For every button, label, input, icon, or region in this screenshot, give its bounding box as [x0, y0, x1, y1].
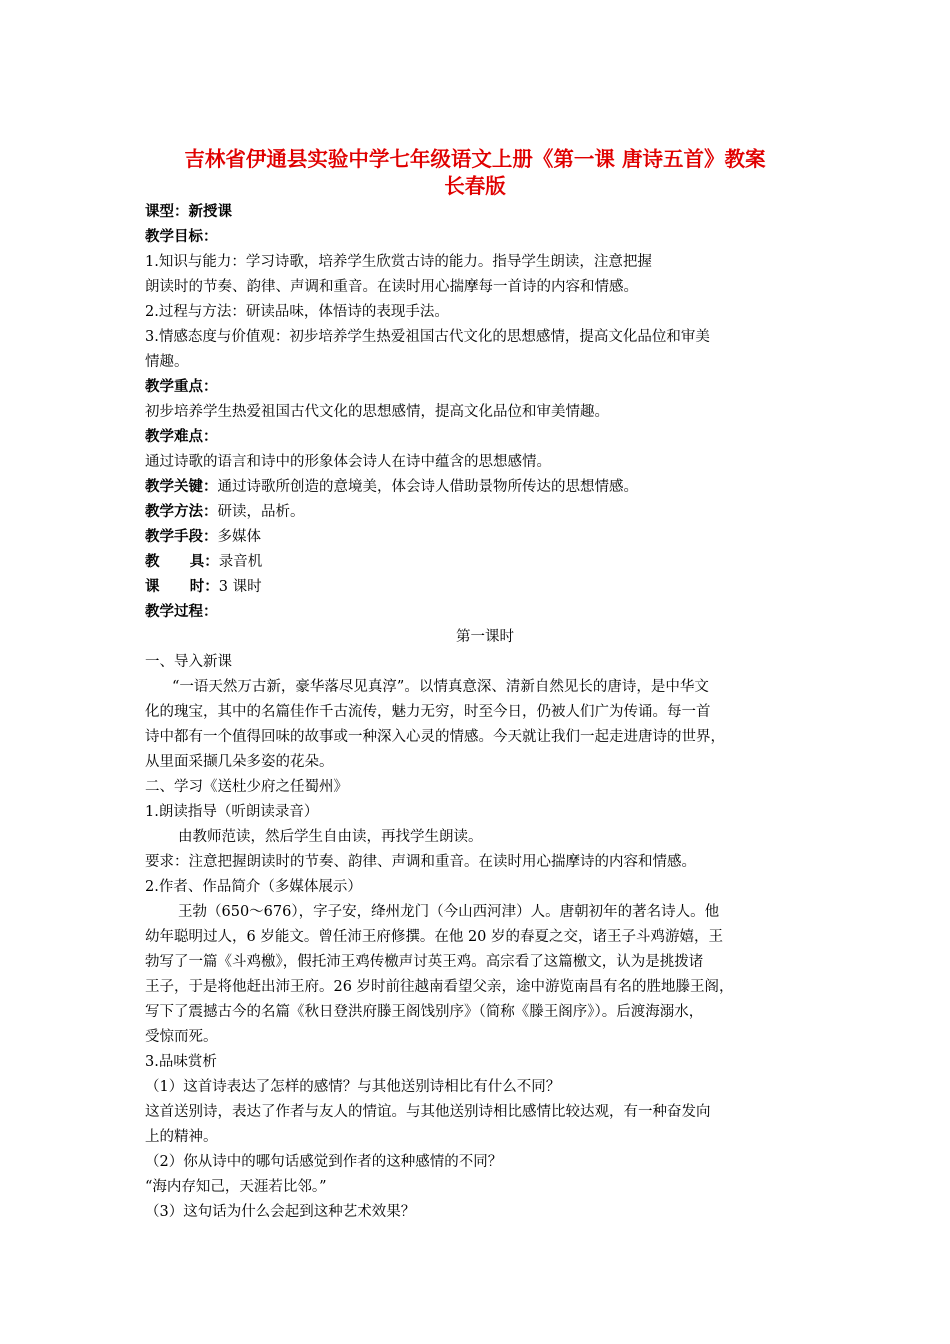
heading-difficulties: 教学难点：: [145, 429, 218, 445]
reading-guide-text: 由教师范读，然后学生自由读，再找学生朗读。: [178, 829, 483, 845]
answer-2: “海内存知己，天涯若比邻。”: [145, 1179, 327, 1195]
label-method: 教学方法：: [145, 504, 218, 520]
section-first-period: 第一课时: [456, 629, 514, 645]
question-3: （3）这句话为什么会起到这种艺术效果？: [145, 1204, 416, 1220]
answer-1b: 上的精神。: [145, 1129, 218, 1145]
objective-3a: 3.情感态度与价值观：初步培养学生热爱祖国古代文化的思想感情，提高文化品位和审美: [145, 329, 710, 345]
method-line: [145, 502, 825, 522]
objective-2: 2.过程与方法：研读品味，体悟诗的表现手法。: [145, 304, 449, 320]
heading-process: 教学过程：: [145, 604, 218, 620]
hours-text: 3 课时: [218, 579, 262, 595]
lesson-type: 课型：新授课: [145, 204, 232, 220]
key-text: 通过诗歌所创造的意境美，体会诗人借助景物所传达的思想情感。: [217, 479, 638, 495]
appreciation-heading: 3.品味赏析: [145, 1054, 217, 1070]
author-para-2: 幼年聪明过人，6 岁能文。曾任沛王府修撰。在他 20 岁的春夏之交，诸王子斗鸡游嬉，王: [145, 929, 723, 945]
author-para-6: 受惊而死。: [145, 1029, 218, 1045]
objective-3b: 情趣。: [145, 354, 189, 370]
difficulties-text: 通过诗歌的语言和诗中的形象体会诗人在诗中蕴含的思想感情。: [145, 454, 551, 470]
means-text: 多媒体: [217, 529, 261, 545]
intro-para-1: “一语天然万古新，豪华落尽见真淳”。以情真意深、清新自然见长的唐诗，是中华文: [172, 679, 709, 695]
heading-key-points: 教学重点：: [145, 379, 218, 395]
section-intro: 一、导入新课: [145, 654, 232, 670]
document-title: [120, 146, 830, 200]
means-line: [145, 527, 825, 547]
intro-para-4: 从里面采撷几朵多姿的花朵。: [145, 754, 334, 770]
intro-para-2: 化的瑰宝，其中的名篇佳作千古流传，魅力无穷，时至今日，仍被人们广为传诵。每一首: [145, 704, 711, 720]
tools-line: [145, 552, 825, 572]
answer-1a: 这首送别诗，表达了作者与友人的情谊。与其他送别诗相比感情比较达观，有一种奋发向: [145, 1104, 711, 1120]
key-line: [145, 477, 825, 497]
method-text: 研读，品析。: [217, 504, 305, 520]
label-tools: 教 具：: [145, 554, 219, 570]
key-points-text: 初步培养学生热爱祖国古代文化的思想感情，提高文化品位和审美情趣。: [145, 404, 609, 420]
objective-1a: 1.知识与能力：学习诗歌，培养学生欣赏古诗的能力。指导学生朗读，注意把握: [145, 254, 652, 270]
label-hours: 课 时：: [145, 579, 219, 595]
title-line-1: 吉林省伊通县实验中学七年级语文上册《第一课 唐诗五首》教案: [184, 147, 766, 171]
intro-para-3: 诗中都有一个值得回味的故事或一种深入心灵的情感。今天就让我们一起走进唐诗的世界，: [145, 729, 725, 745]
title-line-2: 长春版: [444, 174, 506, 198]
heading-objectives: 教学目标：: [145, 229, 218, 245]
question-2: （2）你从诗中的哪句话感觉到作者的这种感情的不同？: [145, 1154, 503, 1170]
reading-guide: 1.朗读指导（听朗读录音）: [145, 804, 319, 820]
tools-text: 录音机: [218, 554, 263, 570]
question-1: （1）这首诗表达了怎样的感情？与其他送别诗相比有什么不同？: [145, 1079, 561, 1095]
objective-1b: 朗读时的节奏、韵律、声调和重音。在读时用心揣摩每一首诗的内容和情感。: [145, 279, 638, 295]
section-poem-study: 二、学习《送杜少府之任蜀州》: [145, 779, 348, 795]
author-para-1: 王勃（650～676），字子安，绛州龙门（今山西河津）人。唐朝初年的著名诗人。他: [178, 904, 720, 920]
requirement-text: 要求：注意把握朗读时的节奏、韵律、声调和重音。在读时用心揣摩诗的内容和情感。: [145, 854, 696, 870]
author-para-3: 勃写了一篇《斗鸡檄》，假托沛王鸡传檄声讨英王鸡。高宗看了这篇檄文，认为是挑拨诸: [145, 954, 704, 970]
label-means: 教学手段：: [145, 529, 218, 545]
author-para-5: 写下了震撼古今的名篇《秋日登洪府滕王阁饯别序》（简称《滕王阁序》）。后渡海溺水，: [145, 1004, 704, 1020]
author-intro-heading: 2.作者、作品简介（多媒体展示）: [145, 879, 362, 895]
author-para-4: 王子，于是将他赶出沛王府。26 岁时前往越南看望父亲，途中游览南昌有名的胜地滕王阁，: [145, 979, 734, 995]
label-key: 教学关键：: [145, 479, 218, 495]
hours-line: [145, 577, 825, 597]
